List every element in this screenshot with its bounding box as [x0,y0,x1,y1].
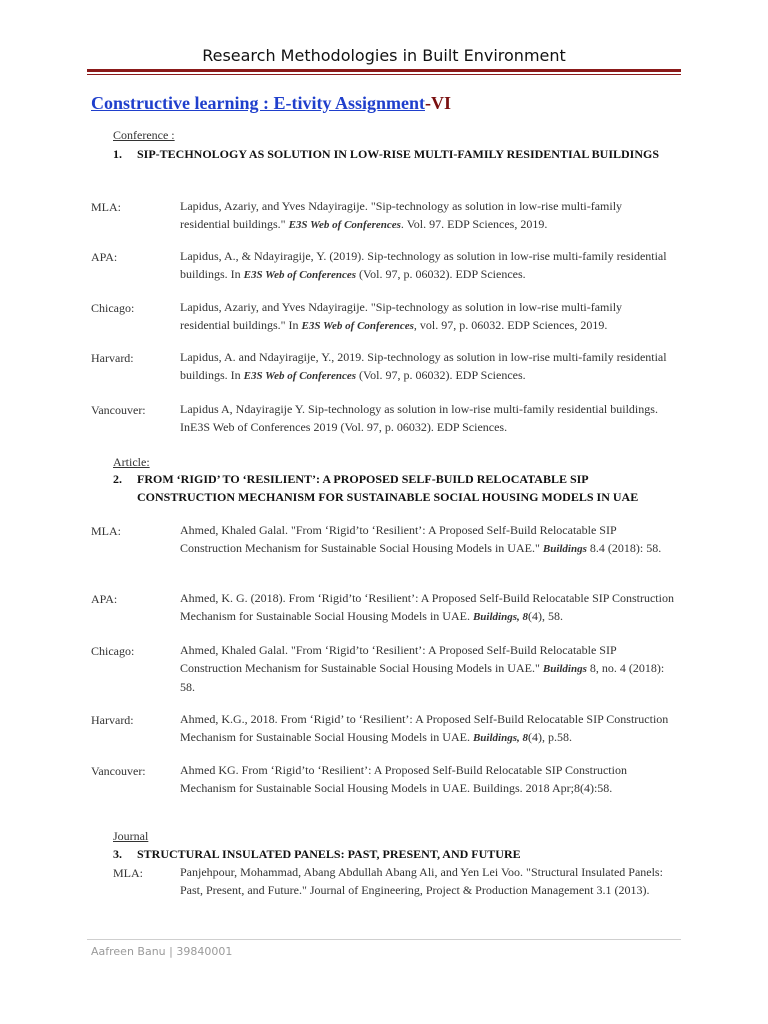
citation-style-label: Vancouver: [91,764,146,778]
citation-pre: Lapidus, A., & Ndayiragije, Y. (2019). Sip-technology as solution in low-rise multi-family residential buildings. In [180,249,667,281]
citation-pre: Lapidus A, Ndayiragije Y. Sip-technology as solution in low-rise multi-family residential buildings. InE3S Web of Conferences 2019 (Vol. 97, p. 06032). EDP Sciences. [180,402,658,434]
section-heading-text: FROM ‘RIGID’ TO ‘RESILIENT’: A PROPOSED SELF-BUILD RELOCATABLE SIP CONSTRUCTION MECHANISM FOR SUSTAINABLE SOCIAL HOUSING MODELS IN UAE [137,472,639,504]
citation-text [180,710,675,747]
citation-source: E3S Web of Conferences [301,320,414,332]
section-number: 1. [113,147,122,161]
section-type-label: Conference : [113,128,175,142]
citation-pre: Ahmed KG. From ‘Rigid’to ‘Resilient’: A Proposed Self-Build Relocatable SIP Construction Mechanism for Sustainable Social Housing Models in UAE. Buildings. 2018 Apr;8(4):58. [180,763,627,795]
section-heading-text: SIP-TECHNOLOGY AS SOLUTION IN LOW-RISE MULTI-FAMILY RESIDENTIAL BUILDINGS [137,147,660,161]
citation-pre: Lapidus, Azariy, and Yves Ndayiragije. "Sip-technology as solution in low-rise multi-family residential buildings." [180,199,623,231]
citation-post: (Vol. 97, p. 06032). EDP Sciences. [356,368,526,382]
document-title [91,93,451,114]
section-heading [113,845,673,863]
citation-post: (4), 58. [528,609,563,623]
citation-post: (Vol. 97, p. 06032). EDP Sciences. [356,267,526,281]
citation-post: (4), p.58. [528,730,572,744]
section-type-label: Article: [113,455,150,469]
citation-source: E3S Web of Conferences [243,269,357,281]
citation-text [180,298,675,335]
citation-style-label: APA: [91,250,118,264]
citation-style-label: Harvard: [91,713,134,727]
citation-source: Buildings, 8 [472,732,528,744]
section-number: 3. [113,847,122,861]
citation-text [180,589,675,626]
citation-style-label: Vancouver: [91,403,146,417]
section-heading [113,470,673,506]
citation-text [180,761,675,797]
document-title-link[interactable]: Constructive learning : E-tivity Assignment [91,93,425,113]
citation-source: E3S Web of Conferences [288,219,401,231]
citation-style-label: APA: [91,592,118,606]
citation-style-label: MLA: [113,866,143,880]
citation-source: Buildings, 8 [472,611,528,623]
citation-style-label: MLA: [91,200,121,214]
citation-text [180,521,675,558]
citation-pre: Lapidus, A. and Ndayiragije, Y., 2019. Sip-technology as solution in low-rise multi-family residential buildings. In [180,350,667,382]
citation-pre: Panjehpour, Mohammad, Abang Abdullah Abang Ali, and Yen Lei Voo. "Structural Insulated Panels: Past, Present, and Future." [180,865,663,897]
citation-pre: Ahmed, K.G., 2018. From ‘Rigid’ to ‘Resilient’: A Proposed Self-Build Relocatable SIP Construction Mechanism for Sustainable Social Housing Models in UAE. [180,712,669,744]
header-rule-thick [87,69,681,72]
citation-post: , vol. 97, p. 06032. EDP Sciences, 2019. [413,318,608,332]
citation-text [180,348,675,385]
citation-text [180,641,675,696]
citation-source: E3S Web of Conferences [243,370,357,382]
citation-pre: Lapidus, Azariy, and Yves Ndayiragije. "Sip-technology as solution in low-rise multi-family residential buildings." In [180,300,623,332]
header-rule-thin [87,74,681,75]
citation-source: Buildings [542,543,587,555]
citation-text [180,400,675,436]
page-footer: Aafreen Banu | 39840001 [91,945,233,958]
citation-text [180,863,680,899]
citation-post: 3.1 (2013). [593,883,650,897]
citation-post: 8, no. 4 (2018): 58. [180,661,665,694]
section-type-label: Journal [113,829,149,843]
citation-source: Journal of Engineering, Project & Production Management [309,883,594,897]
citation-style-label: Chicago: [91,644,135,658]
citation-style-label: Chicago: [91,301,135,315]
citation-style-label: MLA: [91,524,121,538]
section-number: 2. [113,472,122,486]
citation-source: Buildings [542,663,587,675]
page-header-title: Research Methodologies in Built Environment [202,46,566,65]
citation-post: 8.4 (2018): 58. [586,541,662,555]
citation-pre: Ahmed, K. G. (2018). From ‘Rigid’to ‘Resilient’: A Proposed Self-Build Relocatable SIP Construction Mechanism for Sustainable Social Housing Models in UAE. [180,591,674,623]
citation-style-label: Harvard: [91,351,134,365]
citation-text [180,247,675,284]
citation-pre: Ahmed, Khaled Galal. "From ‘Rigid’to ‘Resilient’: A Proposed Self-Build Relocatable SIP Construction Mechanism for Sustainable Social Housing Models in UAE." [180,523,617,555]
document-title-suffix: -VI [424,93,451,113]
citation-post: . Vol. 97. EDP Sciences, 2019. [400,217,548,231]
citation-pre: Ahmed, Khaled Galal. "From ‘Rigid’to ‘Resilient’: A Proposed Self-Build Relocatable SIP Construction Mechanism for Sustainable Social Housing Models in UAE." [180,643,617,675]
section-heading [113,145,673,163]
footer-rule [87,939,681,940]
citation-text [180,197,675,234]
section-heading-text: STRUCTURAL INSULATED PANELS: PAST, PRESENT, AND FUTURE [137,847,521,861]
